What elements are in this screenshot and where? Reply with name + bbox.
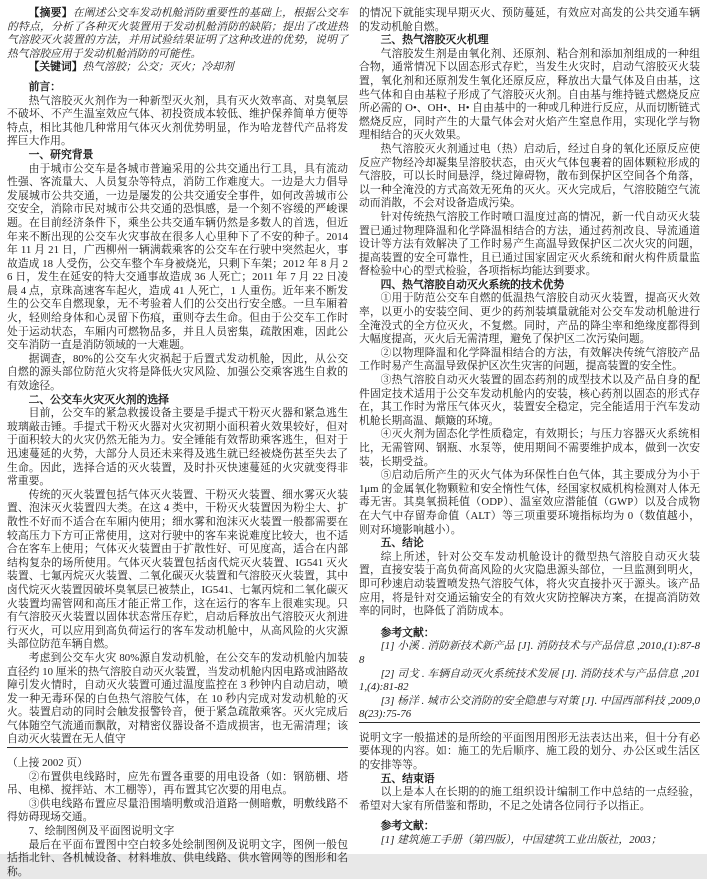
body-paragraph [7, 95, 348, 149]
text-run: 二、公交车火灾灭火剂的选择 [28, 393, 169, 406]
column-divider-rule [359, 722, 700, 723]
body-paragraph [7, 825, 348, 839]
right-column [359, 7, 700, 847]
body-paragraph [7, 798, 348, 825]
reference-entry [359, 640, 700, 667]
references-heading [359, 627, 700, 641]
text-run: ⑤启动后所产生的灭火气体为环保性白色气体，其主要成分为小于 1μm 的金属氧化物颗粒和安全惰性气体，经国家权威机构检测对人体无毒无害。其臭氧损耗值（ODP）、温室效应潜能值（GWP）以及合成物在大气中存留寿命值（ALT）等三项重要环境指标均为 0（数值越小，则对环境影响越小）。 [359, 469, 700, 536]
body-paragraph [7, 652, 348, 747]
section-heading [359, 34, 700, 48]
body-paragraph [7, 353, 348, 394]
text-run: [2] 司戈 . 车辆自动灭火系统技术发展 [J]. 消防技术与产品信息 ,2011,(4):81-82 [359, 667, 700, 694]
left-column [7, 7, 349, 878]
section-heading [7, 81, 348, 95]
text-run: [1] 建筑施工手册（第四版），中国建筑工业出版社，2003； [380, 834, 662, 847]
continuation-article-right [359, 722, 700, 848]
field-label: 【关键词】 [28, 61, 83, 74]
text-run: 最后在平面布置图中空白较多处绘制图例及说明文字，图例一般包括指北针、各机械设备、材料堆放、供电线路、供水管网等的图形和名称。 [7, 838, 348, 878]
section-heading [359, 279, 700, 293]
body-paragraph [359, 469, 700, 537]
section-heading [7, 394, 348, 408]
body-paragraph [7, 771, 348, 798]
text-run: 传统的灭火装置包括气体灭火装置、干粉灭火装置、细水雾灭火装置、泡沫灭火装置四大类。在这 4 类中，干粉灭火装置因为粉尘大、扩散性不好而不适合在车厢内使用；细水雾和泡沫灭火装置一般都需要在较高压力下方可正常使用，这对行驶中的客车来说难度比较大，也不适合在客车上使用；气体灭火装置由于扩散性好、可见度高，适合在内部结构复杂的场所使用。气体灭火装置包括卤代烷灭火装置、IG541 灭火装置、七氟丙烷灭火装置、二氧化碳灭火装置和气溶胶灭火装置，其中卤代烷灭火装置因破坏臭氧层已被禁止，IG541、七氟丙烷和二氧化碳灭火装置均需管网和高压才能正常工作，这在运行的客车上很难实现。只有气溶胶灭火装置以固体状态常压存贮，启动后释放出气溶胶灭火剂进行灭火，可以应用到高负荷运行的客车发动机舱中，从高风险的火灾源头部位防范车辆自燃。 [7, 488, 348, 651]
text-run: 参考文献： [380, 626, 435, 639]
text-run: 在阐述公交车发动机舱消防重要性的基础上，根据公交车的特点，分析了各种灭火装置用于发动机舱消防的缺陷；提出了改进热气溶胶灭火装置的方法，并用试验结果证明了这种改进的优势，说明了热气溶胶应用于发动机舱消防的可能性。 [7, 7, 349, 60]
text-run: 一、研究背景 [28, 148, 94, 161]
continued-paragraph [359, 732, 700, 773]
text-run: 说明文字一般描述的是所绘的平面图用图形无法表达出来，但十分有必要体现的内容。如：施工的先后顺序、施工段的划分、办公区或生活区的安排等等。 [359, 731, 700, 772]
continuation-article-left [7, 747, 348, 879]
text-run: （上接 2002 页） [7, 757, 88, 770]
text-run: 的情况下就能实现早期灭火、预防蔓延，有效应对高发的公共交通车辆的发动机舱自燃。 [359, 7, 700, 33]
body-paragraph [359, 292, 700, 346]
text-run: 五、结论 [380, 537, 424, 550]
text-run: 参考文献： [380, 820, 435, 833]
text-run: 热气溶胶灭火剂作为一种新型灭火剂，具有灭火效率高、对臭氧层不破坏、不产生温室效应气体、初投资成本较低、维护保养简单方便等特点，相比其他几种常用气体灭火剂优势明显，作为哈龙替代产品将发挥巨大作用。 [7, 94, 348, 148]
continued-from-note [7, 757, 348, 771]
text-run: [1] 小溪 . 消防新技术新产品 [J]. 消防技术与产品信息 ,2010,(1):87-88 [359, 640, 700, 666]
body-paragraph [359, 551, 700, 619]
abstract-paragraph [7, 7, 348, 61]
continuation-left-text [7, 757, 348, 879]
text-run: ③供电线路布置应尽量沿围墙明敷或沿道路一侧暗敷，明敷线路不得妨碍现场交通。 [7, 797, 348, 824]
text-run: 综上所述，针对公交车发动机舱设计的微型热气溶胶自动灭火装置，直接安装于高负荷高风险的火灾隐患源头部位，一旦监测到明火，即可秒速启动装置喷发热气溶胶气体，将火灾直接扑灭于源头。该产品应用，将是针对交通运输安全的有效火灾防控解决方案，在提高消防效率的同时，也降低了消防成本。 [359, 550, 700, 618]
text-run: ①用于防范公交车自燃的低温热气溶胶自动灭火装置，提高灭火效率，以更小的安装空间、更少的药剂装填量就能对公交车发动机舱进行全淹没式的全方位灭火，不复燃。同时，产品的降尘率和绝缘度都得到大幅度提高，灭火后无需清理，避免了保护区二次污染问题。 [359, 292, 700, 346]
section-heading [7, 149, 348, 163]
text-run: 针对传统热气溶胶工作时喷口温度过高的情况，新一代自动灭火装置已通过物理降温和化学降温相结合的方法，通过药剂改良、导流通道设计等方法有效解决了工作时易产生高温导致保护区二次火灾的问题，提高装置的安全可靠性，且已通过国家固定灭火系统和耐火构件质量监督检验中心的型式检验，各项指标均能达到要求。 [359, 210, 700, 278]
body-paragraph [359, 143, 700, 211]
body-paragraph [7, 839, 348, 879]
text-run: [3] 杨洋 . 城市公交消防的安全隐患与对策 [J]. 中国西部科技 ,2009,08(23):75-76 [359, 694, 700, 721]
abstract-paragraph [7, 61, 348, 75]
text-run: 以上是本人在长期的的施工组织设计编制工作中总结的一点经验，希望对大家有所借鉴和帮助，不足之处请各位同行予以指正。 [359, 786, 700, 812]
text-run: ②布置供电线路时，应先布置各重要的用电设备（如：钢筋棚、塔吊、电梯、搅拌站、木工棚等），再布置其它次要的用电点。 [7, 770, 348, 797]
text-run: 考虑到公交车火灾 80%源自发动机舱，在公交车的发动机舱内加装直径约 10 厘米的热气溶胶自动灭火装置，当发动机舱内因电路或油路故障引发火情时，自动灭火装置可通过温度监控在 3 秒钟内自动启动，喷发一种无毒环保的白色热气溶胶气体，在 10 秒内完成对发动机舱的灭火。装置启动的同时会触发报警铃音，便于紧急疏散乘客。灭火完成后气体随空气流通而飘散，对精密仪器设备不造成损害，也无需清理；该自动灭火装置在无人值守 [7, 651, 348, 746]
text-run: 三、热气溶胶灭火机理 [380, 34, 489, 47]
text-run: 气溶胶发生剂是由氧化剂、还原剂、粘合剂和添加剂组成的一种组合物，通常情况下以固态形式存贮，当发生火灾时，启动气溶胶灭火装置，氧化剂和还原剂发生氧化还原反应，释放出大量气体及自由基，这些气体和自由基粒子形成了气溶胶灭火剂。自由基与维持链式燃烧反应所必需的 O•、OH•、H• 自由基中的一种或几种进行反应，从而切断链式燃烧反应，同时产生的大量气体会对火焰产生窒息作用，实现化学与物理相结合的灭火效果。 [359, 47, 700, 142]
body-paragraph [359, 786, 700, 813]
text-run: 热气溶胶灭火剂通过电（热）启动后，经过自身的氧化还原反应使反应产物经冷却凝集呈溶胶状态，由灭火气体包裹着的固体颗粒形成的气溶胶，可以长时间悬浮，绕过障碍物，散布到保护区空间各个角落，以一种全淹没的方式高效无死角的灭火。灭火完成后，气溶胶随空气流动而消散，不会对设备造成污染。 [359, 142, 700, 210]
field-label: 【摘要】 [28, 7, 73, 19]
body-paragraph [7, 489, 348, 652]
text-run: 前言： [28, 80, 61, 93]
text-run: 五、结束语 [380, 772, 435, 785]
text-run: 7、绘制图例及平面图说明文字 [28, 825, 175, 838]
text-run: 热气溶胶；公交；灭火；冷却剂 [82, 61, 234, 74]
text-run: 据调查，80%的公交车火灾祸起于后置式发动机舱，因此，从公交自燃的源头部位防范火灾将是降低火灾风险、加强公交乘客逃生自救的有效途径。 [7, 352, 348, 393]
main-article-left-text [7, 7, 348, 747]
body-paragraph [359, 211, 700, 279]
body-paragraph [7, 407, 348, 489]
text-run: 四、热气溶胶自动灭火系统的技术优势 [380, 278, 565, 291]
text-run: 目前，公交车的紧急救援设备主要是手提式干粉灭火器和紧急逃生玻璃敲击锤。手提式干粉灭火器对火灾初期小面积着火效果较好，但对于面积较大的火灾仍然无能为力。安全锤能有效帮助乘客逃生，但对于迅速蔓延的火势，大部分人员还未来得及逃生就已经被烧伤甚至失去了生命。因此，选择合适的灭火装置，及时扑灭快速蔓延的火灾就变得非常重要。 [7, 407, 348, 488]
main-article-right-text [359, 7, 700, 722]
continued-paragraph [359, 7, 700, 34]
reference-entry [359, 695, 700, 722]
text-run: ③热气溶胶自动灭火装置的固态药剂的成型技术以及产品自身的配件固定技术适用于公交车发动机舱内的安装，核心药剂以固态的形式存在，其工作时为常压气体灭火，装置安全稳定，完全能适用于汽车发动机舱长期高温、颠簸的环境。 [359, 374, 700, 427]
section-heading [359, 537, 700, 551]
section-heading [359, 773, 700, 787]
references-heading [359, 820, 700, 834]
reference-entry [359, 668, 700, 695]
reference-entry [359, 834, 700, 848]
body-paragraph [359, 347, 700, 374]
text-run: ②以物理降温和化学降温相结合的方法，有效解决传统气溶胶产品工作时易产生高温导致保护区次生灾害的问题，提高装置的安全性。 [359, 346, 700, 373]
body-paragraph [359, 48, 700, 143]
body-paragraph [359, 428, 700, 469]
text-run: ④灭火剂为固态化学性质稳定，有效期长；与压力容器灭火系统相比，无需管网、钢瓶、水泵等，使用期间不需要维护成本，做到一次安装，长期受益。 [359, 428, 700, 468]
text-run: 由于城市公交车是各城市普遍采用的公共交通出行工具，具有流动性强、客流量大、人员复杂等特点，消防工作难度大。一边是大力倡导发展城市公共交通，一边是屡发的公共交通安全事件，如何改善城市公交安全，消除市民对城市公共交通的恐惧感，是一个刻不容缓的严峻课题。在目前经济条件下，乘坐公共交通车辆仍然是多数人的首选，但近年来不断出现的公交车火灾事故在很多人心里种下了不安的种子。2014 年 11 月 21 日，广西柳州一辆满载乘客的公交车在行驶中突然起火，事故造成 18 人受伤，公交车整个车身被烧光，只剩下车架；2012 年 8 月 26 日，发生在延安的特大交通事故造成 36 人死亡；2011 年 7 月 22 日凌晨 4 点，京珠高速客车起火，造成 41 人死亡，1 人重伤。近年来不断发生的公交车自燃现象，无不考验着人们的公交出行安全感。一旦车厢着火，轻则给身体和心灵留下伤痕，重则夺去生命。但由于公交车工作时处于运动状态，车厢内可燃物品多，并且人员密集，疏散困难，因此公交车消防一直是消防领域的一大难题。 [7, 162, 348, 352]
body-paragraph [359, 374, 700, 428]
body-paragraph [7, 163, 348, 353]
continuation-right-text [359, 732, 700, 848]
column-divider-rule [7, 747, 348, 748]
